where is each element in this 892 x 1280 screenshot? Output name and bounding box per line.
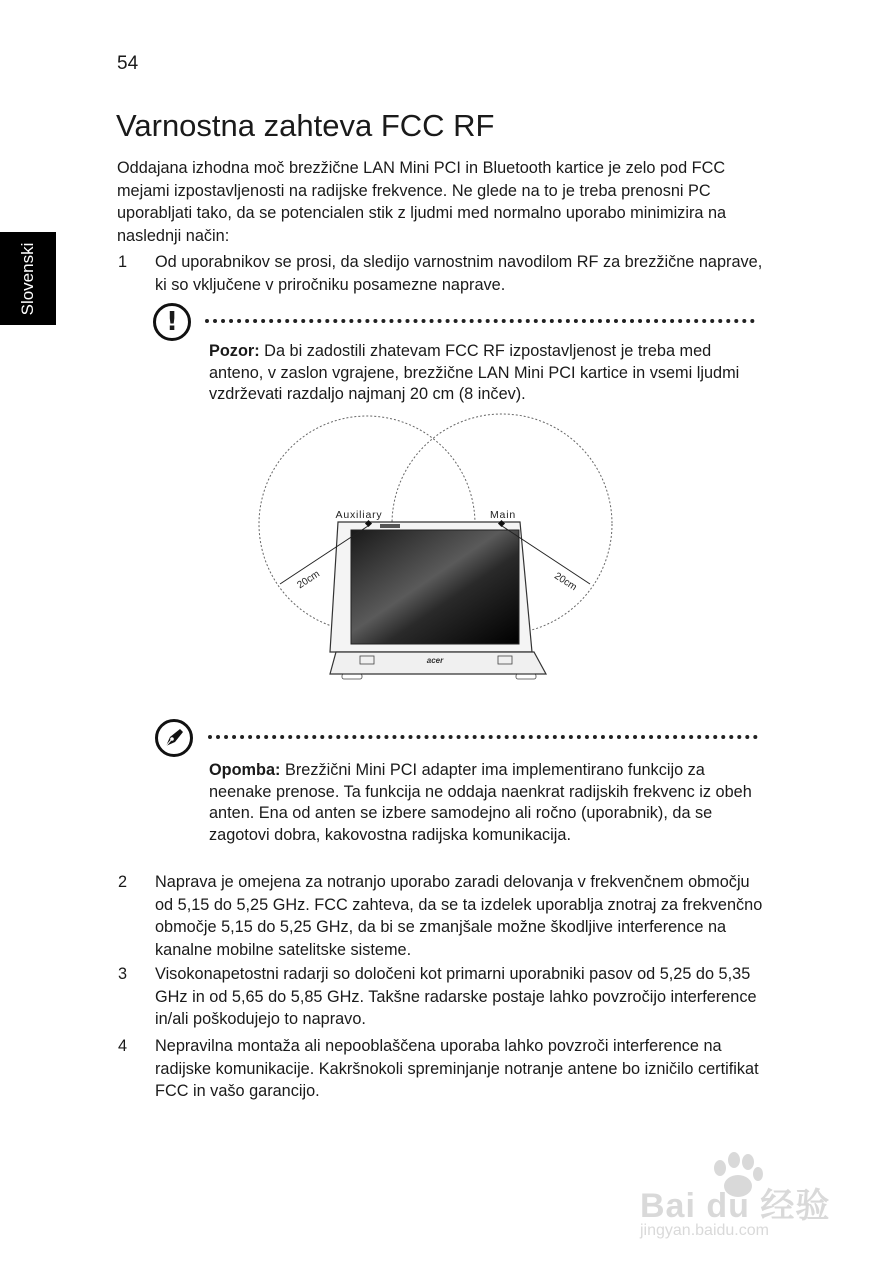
language-side-tab [0, 232, 56, 325]
main-label: Main [490, 509, 516, 521]
list-item: Visokonapetostni radarji so določeni kot primarni uporabniki pasov od 5,25 do 5,35 GHz in od 5,65 do 5,85 GHz. Takšne radarske postaje lahko povzročijo interference in/ali poškodujejo to napravo. [155, 965, 757, 1028]
caution-label: Pozor: [209, 342, 260, 360]
intro-paragraph: Oddajana izhodna moč brezžične LAN Mini PCI in Bluetooth kartice je zelo pod FCC mejami izpostavljenosti na radijske frekvence. Ne glede na to je treba prenosni PC uporabljati tako, da se potencialen stik z ljudmi med normalno uporabo minimizira na naslednji način: [117, 159, 727, 245]
antenna-diagram [250, 412, 620, 692]
note-pen-icon [155, 719, 193, 757]
laptop-logo: acer [426, 656, 444, 665]
list-number: 4 [118, 1037, 128, 1055]
caution-text [209, 341, 754, 406]
watermark [640, 1150, 850, 1250]
page-title: Varnostna zahteva FCC RF [116, 108, 495, 143]
note-text [209, 760, 754, 846]
list-number: 3 [118, 965, 128, 983]
note-divider [208, 735, 758, 739]
list-item: Naprava je omejena za notranjo uporabo zaradi delovanja v frekvenčnem območju od 5,15 do 5,25 GHz. FCC zahteva, da se ta izdelek uporablja znotraj za frekvenčno območje 5,15 do 5,25 GHz, da bi se zmanjšale možne škodljive interference na kanalne mobilne satelitske sisteme. [155, 873, 763, 959]
note-label: Opomba: [209, 761, 281, 779]
auxiliary-label: Auxiliary [335, 509, 383, 521]
caution-body: Da bi zadostili zhatevam FCC RF izpostavljenost je treba med anteno, v zaslon vgrajene, brezžične LAN Mini PCI kartice in vsemi ljudmi vzdrževati razdaljo najmanj 20 cm (8 inčev). [209, 342, 740, 403]
list-item: Od uporabnikov se prosi, da sledijo varnostnim navodilom RF za brezžične naprave, ki so vključene v priročniku posamezne naprave. [155, 253, 763, 294]
distance-label-left: 20cm [295, 568, 322, 592]
watermark-brand: Bai du 经验 [640, 1187, 831, 1225]
laptop-screen [351, 530, 519, 644]
watermark-url: jingyan.baidu.com [640, 1222, 769, 1239]
list-item: Nepravilna montaža ali nepooblaščena uporaba lahko povzroči interference na radijske komunikacije. Kakršnokoli spreminjanje notranje antene bo izničilo certifikat FCC in vašo garancijo. [155, 1037, 759, 1100]
distance-label-right: 20cm [552, 570, 579, 594]
list-number: 1 [118, 253, 128, 271]
caution-divider [205, 319, 755, 323]
note-body: Brezžični Mini PCI adapter ima implementirano funkcijo za neenake prenose. Ta funkcija ne oddaja naenkrat radijskih frekvenc iz obeh anten. Ena od anten se izbere samodejno ali ročno (uporabnik), da se zagotovi dobra, kakovostna radijska komunikacija. [209, 761, 752, 844]
list-number: 2 [118, 873, 128, 891]
page-number: 54 [117, 53, 139, 74]
language-label: Slovenski [18, 242, 37, 315]
caution-icon: ! [153, 303, 191, 341]
